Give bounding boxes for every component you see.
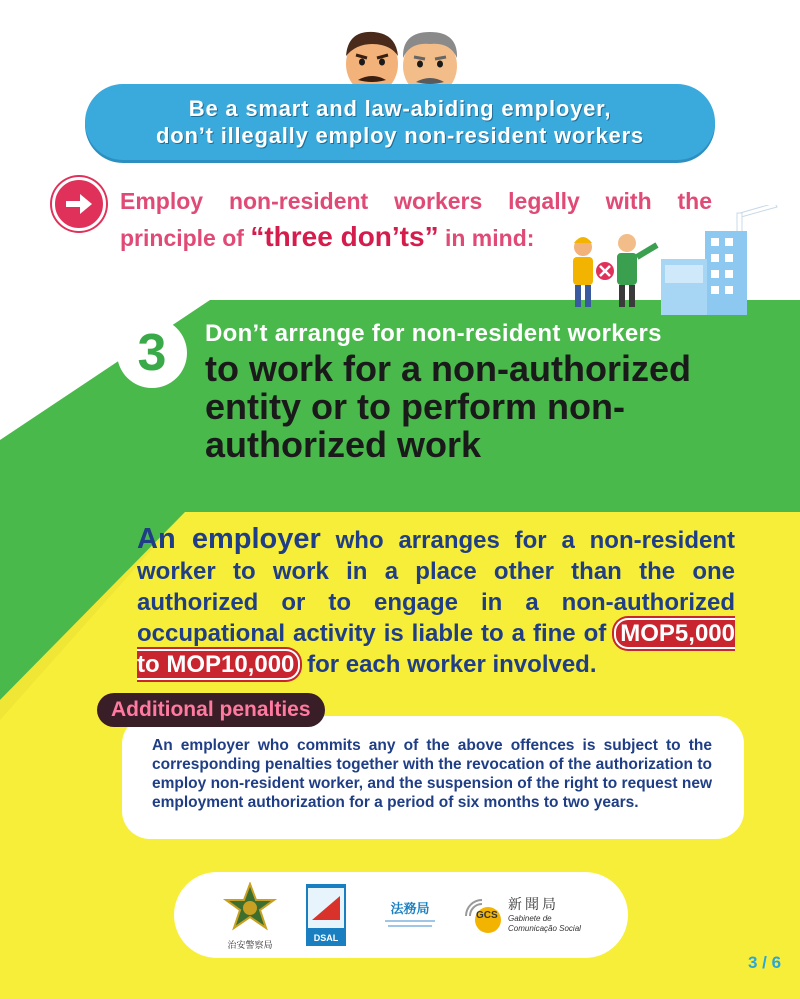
fine-amount-badge: MOP5,000 to MOP10,000 [137,620,735,678]
rule-subtitle: Don’t arrange for non-resident workers [205,320,662,347]
gcs-logo [460,890,600,942]
dsaj-logo-label: 法務局 [390,901,430,916]
dsal-emblem-icon [310,894,342,922]
gcs-logo-label: 新聞局 [508,896,559,912]
rule-title: to work for a non-authorized entity or to perform non-authorized work [205,348,691,465]
gcs-logo-subtitle: Gabinete de Comunicação Social [508,914,581,933]
psp-star-emblem-icon [222,882,278,934]
intro-text-after: in mind: [438,225,535,251]
banner-line-2: don’t illegally employ non-resident workers [156,123,644,148]
rule-number: 3 [137,324,167,382]
additional-penalties-label: Additional penalties [97,693,325,727]
dsal-logo-label: DSAL [313,933,339,943]
headline-banner [85,84,715,160]
page-number: 3 / 6 [748,953,782,972]
psp-logo [222,882,278,948]
psp-logo-label: 治安警察局 [227,940,273,950]
dsal-logo [306,884,346,946]
rule-number-badge [117,318,187,388]
penalty-lead: An employer [137,523,321,555]
penalty-tail: for each worker involved. [300,651,597,678]
penalty-body: who arranges for a non-resident worker to work in a place other than the one authorized or to engage in a non-authorized occupational activity is liable to a fine of [137,527,735,647]
penalty-paragraph [137,524,735,680]
additional-penalties-text: An employer who commits any of the above offences is subject to the corresponding penalties together with the revocation of the authorization to employ non-resident worker, and the suspension of the right to request new employment authorization for a period of six months to two years. [152,737,712,811]
agency-logos-bar [174,872,628,958]
banner-line-1: Be a smart and law-abiding employer, [188,96,612,121]
gcs-mark: GCS [476,910,498,921]
intro-text-before: Employ non-resident workers legally with the principle of [120,188,712,251]
arrow-right-icon [52,177,106,231]
dsaj-logo [380,898,440,938]
workplace-illustration [565,205,785,315]
three-donts-emphasis: “three don’ts” [250,221,439,252]
